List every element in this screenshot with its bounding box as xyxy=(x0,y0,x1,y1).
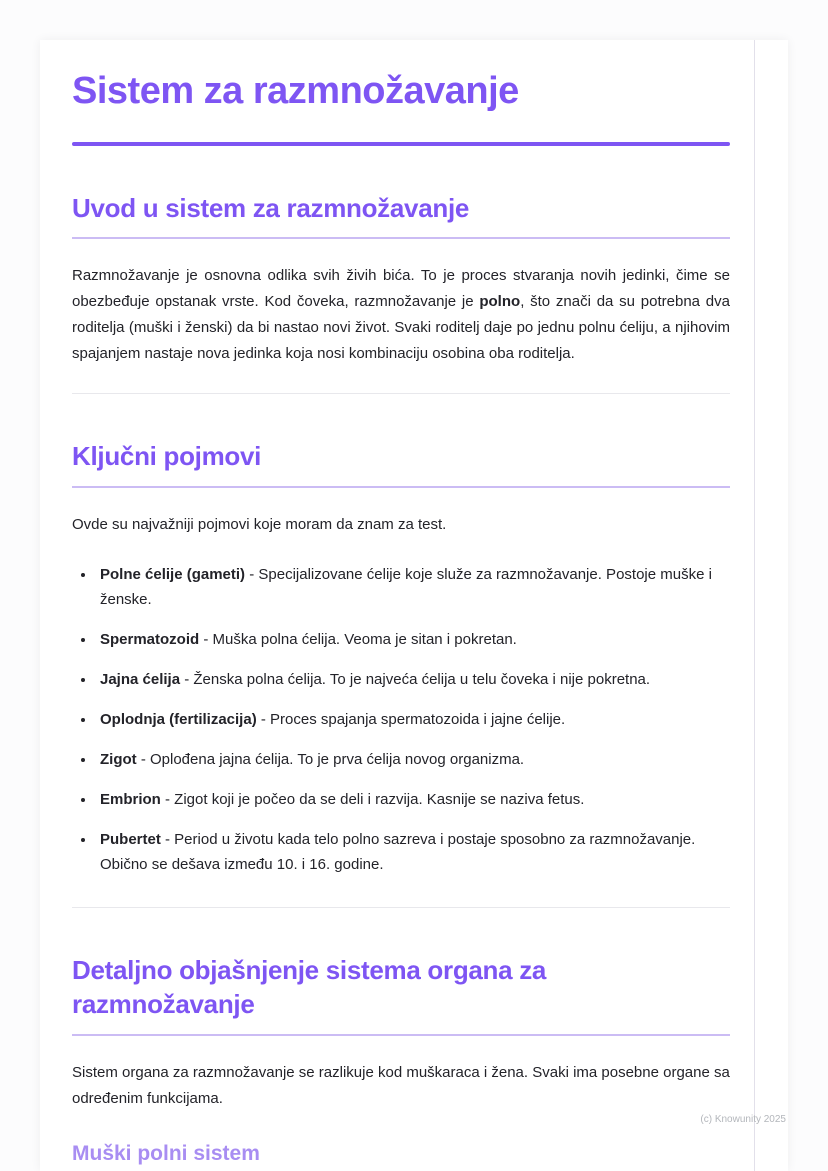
term-desc: - Ženska polna ćelija. To je najveća ćelija u telu čoveka i nije pokretna. xyxy=(180,671,651,689)
subsection-heading-male-system: Muški polni sistem xyxy=(72,1141,260,1165)
term-list-item xyxy=(96,562,730,612)
term-name: Embrion xyxy=(100,791,161,809)
term-name: Jajna ćelija xyxy=(100,671,181,689)
term-name: Pubertet xyxy=(100,831,161,849)
term-desc: - Specijalizovane ćelije koje služe za razmnožavanje. Postoje muške i ženske. xyxy=(100,566,712,609)
term-desc: - Muška polna ćelija. Veoma je sitan i pokretan. xyxy=(199,631,517,649)
term-name: Polne ćelije (gameti) xyxy=(100,566,246,584)
section-heading-detail: Detaljno objašnjenje sistema organa za razmnožavanje xyxy=(72,954,730,1036)
term-list-item xyxy=(96,667,730,692)
section-heading-intro: Uvod u sistem za razmnožavanje xyxy=(72,192,730,240)
section-divider xyxy=(72,393,730,394)
section-divider xyxy=(72,907,730,908)
term-name: Oplodnja (fertilizacija) xyxy=(100,711,257,729)
detail-lead: Sistem organa za razmnožavanje se razlikuje kod muškaraca i žena. Svaki ima posebne organe sa određenim funkcijama. xyxy=(72,1063,730,1107)
term-desc: - Period u životu kada telo polno sazreva i postaje sposobno za razmnožavanje. Obično se dešava između 10. i 16. godine. xyxy=(100,831,696,874)
page-title: Sistem za razmnožavanje xyxy=(72,70,519,112)
title-rule xyxy=(72,142,730,146)
term-list-item xyxy=(96,747,730,772)
term-desc: - Proces spajanja spermatozoida i jajne ćelije. xyxy=(256,711,566,729)
term-list-item xyxy=(96,627,730,652)
term-desc: - Zigot koji je počeo da se deli i razvija. Kasnije se naziva fetus. xyxy=(160,791,585,809)
term-desc: - Oplođena jajna ćelija. To je prva ćelija novog organizma. xyxy=(136,751,525,769)
terms-lead: Ovde su najvažniji pojmovi koje moram da znam za test. xyxy=(72,516,447,534)
paragraph-text: , što znači da su potrebna dva roditelja (muški i ženski) da bi nastao novi život. Svaki roditelj daje po jednu polnu ćeliju, a njihovim spajanjem nastaje nova jedinka koja nosi kombinaciju osobina oba roditelja. xyxy=(72,293,730,363)
term-list-item xyxy=(96,787,730,812)
term-list-item xyxy=(96,827,730,877)
intro-paragraph xyxy=(72,263,730,367)
term-name: Spermatozoid xyxy=(100,631,200,649)
copyright-footer: (c) Knowunity 2025 xyxy=(700,1114,786,1125)
bold-term: polno xyxy=(479,293,521,311)
term-name: Zigot xyxy=(100,751,137,769)
terms-list xyxy=(72,562,730,877)
document-page xyxy=(40,40,788,1171)
paragraph-text: Razmnožavanje je osnovna odlika svih živih bića. To je proces stvaranja novih jedinki, čime se obezbeđuje opstanak vrste. Kod čoveka, razmnožavanje je xyxy=(72,267,730,311)
document-content xyxy=(40,40,788,1166)
section-heading-terms: Ključni pojmovi xyxy=(72,440,730,488)
term-list-item xyxy=(96,707,730,732)
